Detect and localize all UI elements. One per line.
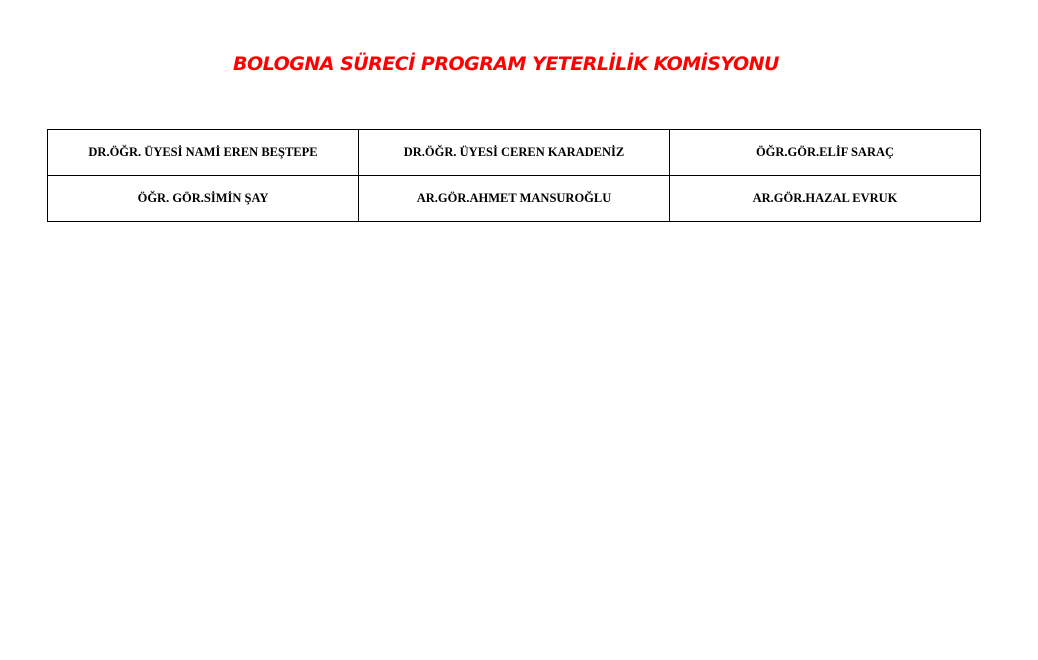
- table-row: [48, 130, 981, 176]
- member-cell: DR.ÖĞR. ÜYESİ CEREN KARADENİZ: [359, 130, 670, 176]
- member-cell: ÖĞR.GÖR.ELİF SARAÇ: [670, 130, 981, 176]
- member-cell: ÖĞR. GÖR.SİMİN ŞAY: [48, 176, 359, 222]
- committee-table: [47, 129, 981, 222]
- member-cell: DR.ÖĞR. ÜYESİ NAMİ EREN BEŞTEPE: [48, 130, 359, 176]
- member-cell: AR.GÖR.HAZAL EVRUK: [670, 176, 981, 222]
- member-cell: AR.GÖR.AHMET MANSUROĞLU: [359, 176, 670, 222]
- table-row: [48, 176, 981, 222]
- page-title: BOLOGNA SÜRECİ PROGRAM YETERLİLİK KOMİSYONU: [233, 53, 779, 75]
